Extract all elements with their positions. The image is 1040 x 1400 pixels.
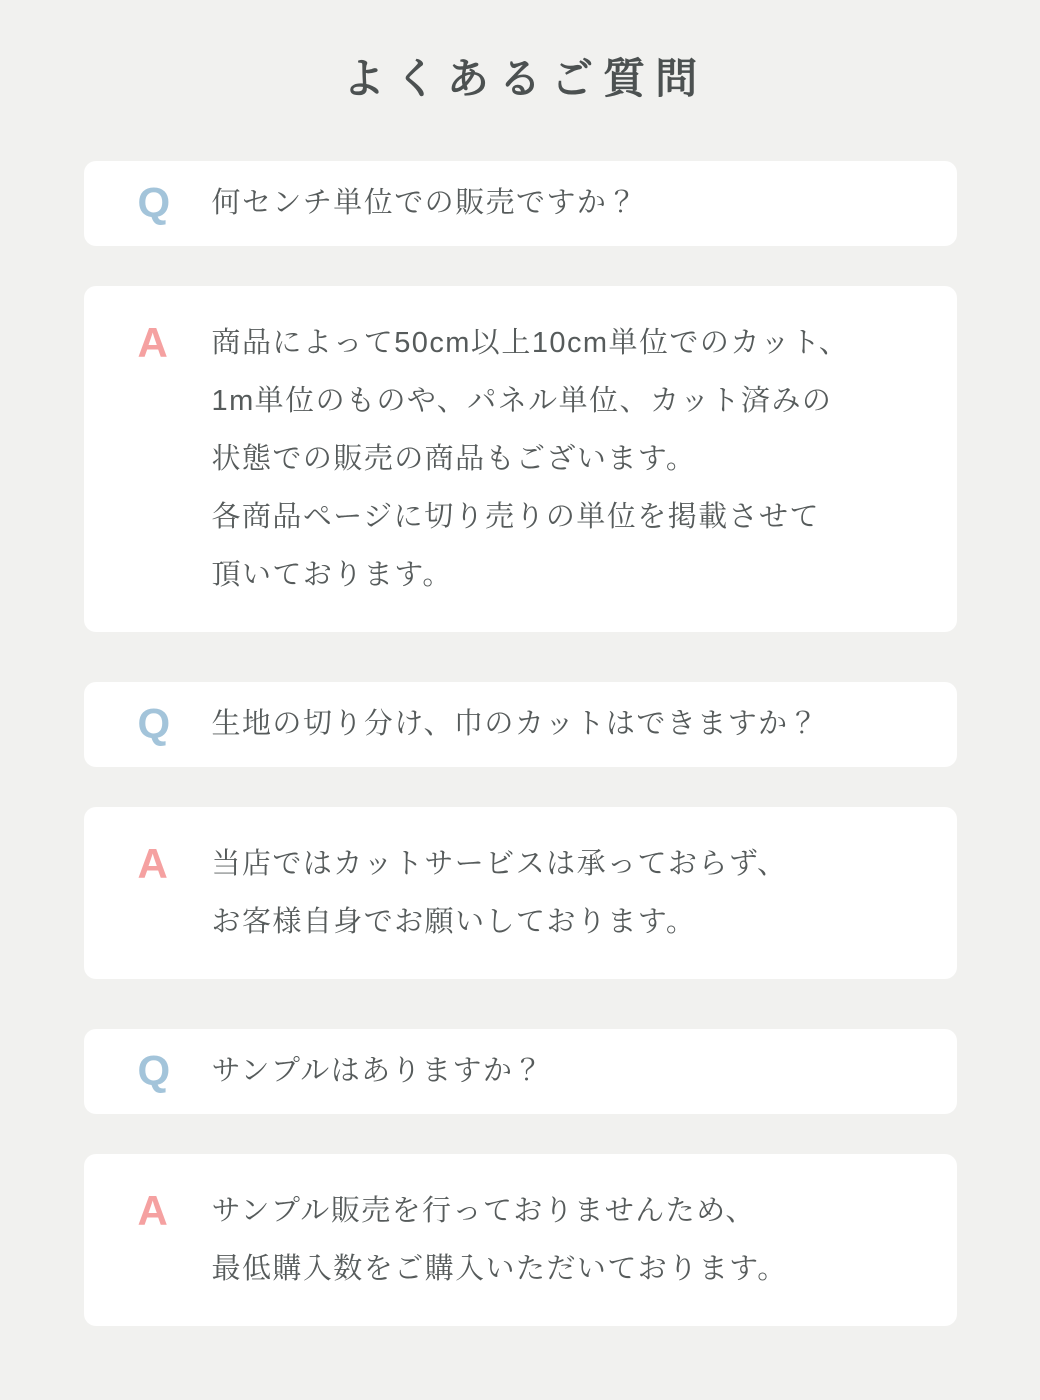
- a-mark: A: [137, 318, 168, 366]
- answer-text: [212, 1182, 927, 1298]
- answer-line: 1m単位のものや、パネル単位、カット済みの: [211, 384, 833, 417]
- answer-line: 最低購入数をご購入いただいております。: [211, 1252, 788, 1285]
- answer-line: 当店ではカットサービスは承っておらず、: [211, 847, 788, 880]
- q-mark: Q: [137, 179, 171, 227]
- answer-card: [84, 1154, 957, 1326]
- question-text: 生地の切り分け、巾のカットはできますか？: [211, 707, 820, 740]
- answer-line: 状態での販売の商品もございます。: [211, 442, 697, 475]
- answer-line: 各商品ページに切り売りの単位を掲載させて: [211, 500, 820, 533]
- answer-line: サンプル販売を行っておりませんため、: [211, 1194, 756, 1227]
- faq-item: [84, 682, 957, 979]
- answer-text: [212, 835, 927, 951]
- a-mark: A: [137, 1186, 168, 1234]
- answer-line: 頂いております。: [211, 558, 453, 591]
- q-mark: Q: [137, 700, 171, 748]
- answer-card: [84, 286, 957, 632]
- faq-item: [84, 161, 957, 632]
- answer-card: [84, 807, 957, 979]
- faq-list: [84, 161, 957, 1326]
- question-card: [84, 682, 957, 767]
- q-mark: Q: [137, 1047, 171, 1095]
- question-card: [84, 1029, 957, 1114]
- question-text: 何センチ単位での販売ですか？: [211, 186, 638, 219]
- a-mark: A: [137, 839, 168, 887]
- question-text: サンプルはありますか？: [211, 1054, 544, 1087]
- answer-text: [212, 314, 927, 604]
- faq-item: [84, 1029, 957, 1326]
- question-card: [84, 161, 957, 246]
- page-title: よくあるご質問: [342, 55, 708, 102]
- answer-line: 商品によって50cm以上10cm単位でのカット、: [211, 326, 850, 359]
- answer-line: お客様自身でお願いしております。: [211, 905, 697, 938]
